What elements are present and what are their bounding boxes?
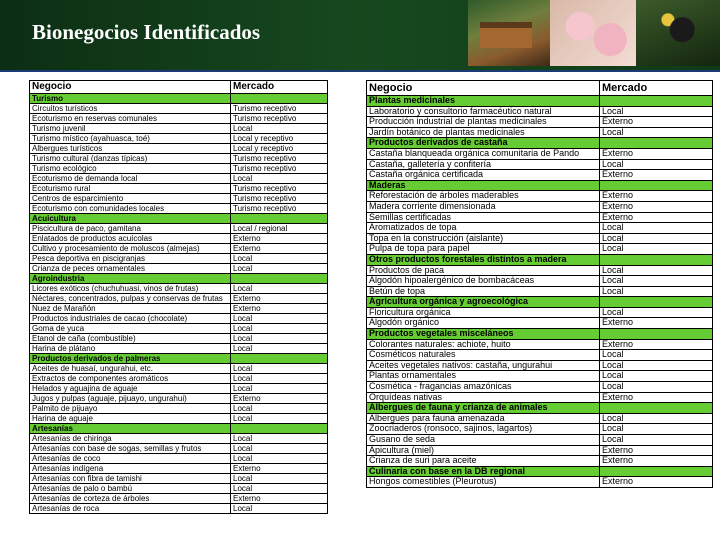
table-row bbox=[30, 244, 328, 254]
mercado-cell: Externo bbox=[231, 234, 328, 244]
negocio-cell: Reforestación de árboles maderables bbox=[367, 191, 600, 202]
negocio-cell: Pulpa de topa para papel bbox=[367, 244, 600, 255]
negocio-cell: Piscicultura de paco, gamitana bbox=[30, 224, 231, 234]
huts-photo bbox=[468, 0, 550, 66]
section-row bbox=[367, 180, 713, 191]
orchid-photo bbox=[550, 0, 636, 66]
mercado-cell: Local bbox=[600, 435, 713, 446]
negocio-cell: Turismo ecológico bbox=[30, 164, 231, 174]
negocio-cell: Hongos comestibles (Pleurotus) bbox=[367, 477, 600, 488]
negocio-cell: Laboratorio y consultorio farmacéutico natural bbox=[367, 106, 600, 117]
mercado-cell: Externo bbox=[600, 170, 713, 181]
mercado-cell: Local bbox=[600, 276, 713, 287]
mercado-cell: Local / regional bbox=[231, 224, 328, 234]
section-row bbox=[30, 354, 328, 364]
mercado-cell: Local bbox=[231, 414, 328, 424]
table-header-row bbox=[367, 81, 713, 96]
table-row bbox=[367, 276, 713, 287]
mercado-cell: Local bbox=[231, 384, 328, 394]
table-row bbox=[30, 264, 328, 274]
negocio-cell: Helados y aguajina de aguaje bbox=[30, 384, 231, 394]
table-row bbox=[30, 284, 328, 294]
mercado-cell: Local bbox=[600, 286, 713, 297]
mercado-cell: Turismo receptivo bbox=[231, 114, 328, 124]
negocio-cell: Albergues turísticos bbox=[30, 144, 231, 154]
negocio-cell: Ecoturismo rural bbox=[30, 184, 231, 194]
mercado-cell: Local bbox=[231, 174, 328, 184]
section-row bbox=[30, 274, 328, 284]
mercado-cell: Local bbox=[231, 264, 328, 274]
table-row bbox=[367, 159, 713, 170]
negocio-cell: Colorantes naturales: achiote, huito bbox=[367, 339, 600, 350]
table-row bbox=[30, 254, 328, 264]
section-row bbox=[367, 466, 713, 477]
table-row bbox=[30, 304, 328, 314]
negocio-cell: Albergues para fauna amenazada bbox=[367, 413, 600, 424]
mercado-cell: Local bbox=[600, 244, 713, 255]
table-row bbox=[367, 212, 713, 223]
negocio-cell: Ecoturismo de demanda local bbox=[30, 174, 231, 184]
section-title: Plantas medicinales bbox=[367, 96, 600, 107]
section-title: Agricultura orgánica y agroecológica bbox=[367, 297, 600, 308]
slide-header bbox=[0, 0, 720, 70]
negocio-cell: Castaña orgánica certificada bbox=[367, 170, 600, 181]
table-row bbox=[30, 294, 328, 304]
mercado-cell: Local bbox=[600, 371, 713, 382]
table-row bbox=[30, 194, 328, 204]
table-row bbox=[30, 154, 328, 164]
table-row bbox=[367, 424, 713, 435]
slide-title: Bionegocios Identificados bbox=[32, 20, 261, 44]
table-row bbox=[367, 318, 713, 329]
mercado-cell: Local bbox=[231, 344, 328, 354]
negocio-cell: Aromatizados de topa bbox=[367, 223, 600, 234]
table-row bbox=[30, 324, 328, 334]
table-row bbox=[30, 114, 328, 124]
table-row bbox=[30, 164, 328, 174]
table-row bbox=[367, 392, 713, 403]
mercado-cell: Local bbox=[600, 360, 713, 371]
negocio-cell: Harina de aguaje bbox=[30, 414, 231, 424]
mercado-cell: Local bbox=[231, 334, 328, 344]
negocio-cell: Turismo cultural (danzas típicas) bbox=[30, 154, 231, 164]
negocio-cell: Castaña blanqueada orgánica comunitaria de Pando bbox=[367, 148, 600, 159]
table-row bbox=[30, 364, 328, 374]
negocio-cell: Ecoturismo en reservas comunales bbox=[30, 114, 231, 124]
mercado-cell: Externo bbox=[600, 456, 713, 467]
mercado-cell: Local bbox=[600, 350, 713, 361]
section-row bbox=[367, 403, 713, 414]
table-row bbox=[367, 307, 713, 318]
mercado-cell: Turismo receptivo bbox=[231, 104, 328, 114]
section-row bbox=[367, 254, 713, 265]
header-mercado: Mercado bbox=[600, 81, 713, 96]
section-title: Productos vegetales misceláneos bbox=[367, 329, 600, 340]
table-row bbox=[367, 382, 713, 393]
section-title: Culinaria con base en la DB regional bbox=[367, 466, 600, 477]
table-row bbox=[367, 170, 713, 181]
table-row bbox=[367, 350, 713, 361]
negocio-cell: Aceites de huasaí, ungurahui, etc. bbox=[30, 364, 231, 374]
header-divider bbox=[0, 70, 720, 72]
mercado-cell: Local bbox=[600, 307, 713, 318]
negocio-cell: Artesanías de coco bbox=[30, 454, 231, 464]
mercado-cell: Externo bbox=[600, 392, 713, 403]
mercado-cell: Local y receptivo bbox=[231, 134, 328, 144]
mercado-cell bbox=[600, 329, 713, 340]
negocio-cell: Algodón hipoalergénico de bombacáceas bbox=[367, 276, 600, 287]
table-row bbox=[30, 224, 328, 234]
negocio-cell: Cosmética - fragancias amazónicas bbox=[367, 382, 600, 393]
table-header-row bbox=[30, 81, 328, 94]
negocio-cell: Artesanías de chiringa bbox=[30, 434, 231, 444]
negocio-cell: Turismo juvenil bbox=[30, 124, 231, 134]
section-title: Acuicultura bbox=[30, 214, 231, 224]
negocio-cell: Palmito de pijuayo bbox=[30, 404, 231, 414]
negocio-cell: Artesanías de palo o bambú bbox=[30, 484, 231, 494]
mercado-cell: Local bbox=[231, 404, 328, 414]
table-row bbox=[367, 339, 713, 350]
table-row bbox=[30, 124, 328, 134]
mercado-cell: Local bbox=[600, 382, 713, 393]
negocio-cell: Madera corriente dimensionada bbox=[367, 201, 600, 212]
negocio-cell: Etanol de caña (combustible) bbox=[30, 334, 231, 344]
mercado-cell bbox=[231, 274, 328, 284]
mercado-cell: Local bbox=[600, 106, 713, 117]
mercado-cell: Local bbox=[231, 484, 328, 494]
mercado-cell: Externo bbox=[231, 304, 328, 314]
table-row bbox=[30, 134, 328, 144]
negocio-cell: Jugos y pulpas (aguaje, pijuayo, ungurahui) bbox=[30, 394, 231, 404]
section-title: Albergues de fauna y crianza de animales bbox=[367, 403, 600, 414]
mercado-cell: Local bbox=[600, 424, 713, 435]
left-business-table bbox=[29, 80, 328, 514]
mercado-cell: Turismo receptivo bbox=[231, 184, 328, 194]
section-row bbox=[30, 214, 328, 224]
table-row bbox=[30, 374, 328, 384]
mercado-cell bbox=[231, 424, 328, 434]
table-row bbox=[367, 148, 713, 159]
negocio-cell: Enlatados de productos acuícolas bbox=[30, 234, 231, 244]
mercado-cell: Local bbox=[231, 454, 328, 464]
mercado-cell: Externo bbox=[231, 394, 328, 404]
mercado-cell: Externo bbox=[600, 201, 713, 212]
table-row bbox=[367, 244, 713, 255]
mercado-cell: Local bbox=[231, 444, 328, 454]
mercado-cell: Local bbox=[231, 364, 328, 374]
negocio-cell: Producción industrial de plantas medicinales bbox=[367, 117, 600, 128]
table-row bbox=[367, 117, 713, 128]
section-title: Turismo bbox=[30, 94, 231, 104]
table-row bbox=[367, 191, 713, 202]
negocio-cell: Floricultura orgánica bbox=[367, 307, 600, 318]
mercado-cell: Local bbox=[231, 314, 328, 324]
negocio-cell: Pesca deportiva en piscigranjas bbox=[30, 254, 231, 264]
table-row bbox=[367, 477, 713, 488]
mercado-cell: Externo bbox=[600, 212, 713, 223]
mercado-cell: Externo bbox=[600, 445, 713, 456]
negocio-cell: Harina de plátano bbox=[30, 344, 231, 354]
header-photo-strip bbox=[468, 0, 720, 66]
mercado-cell: Local bbox=[600, 413, 713, 424]
section-title: Agroindustria bbox=[30, 274, 231, 284]
table-row bbox=[367, 106, 713, 117]
mercado-cell bbox=[231, 94, 328, 104]
table-row bbox=[30, 144, 328, 154]
mercado-cell bbox=[600, 403, 713, 414]
negocio-cell: Plantas ornamentales bbox=[367, 371, 600, 382]
table-row bbox=[367, 127, 713, 138]
table-row bbox=[367, 286, 713, 297]
table-row bbox=[367, 265, 713, 276]
bird-photo bbox=[636, 0, 720, 66]
negocio-cell: Orquídeas nativas bbox=[367, 392, 600, 403]
mercado-cell: Local bbox=[231, 434, 328, 444]
table-row bbox=[367, 456, 713, 467]
negocio-cell: Algodón orgánico bbox=[367, 318, 600, 329]
table-row bbox=[367, 201, 713, 212]
negocio-cell: Licores exóticos (chuchuhuasi, vinos de frutas) bbox=[30, 284, 231, 294]
mercado-cell: Externo bbox=[231, 294, 328, 304]
negocio-cell: Goma de yuca bbox=[30, 324, 231, 334]
negocio-cell: Centros de esparcimiento bbox=[30, 194, 231, 204]
table-row bbox=[367, 435, 713, 446]
mercado-cell bbox=[600, 254, 713, 265]
negocio-cell: Artesanías de corteza de árboles bbox=[30, 494, 231, 504]
table-row bbox=[367, 371, 713, 382]
mercado-cell: Turismo receptivo bbox=[231, 164, 328, 174]
mercado-cell bbox=[600, 180, 713, 191]
mercado-cell bbox=[600, 96, 713, 107]
table-row bbox=[30, 314, 328, 324]
table-row bbox=[30, 334, 328, 344]
negocio-cell: Gusano de seda bbox=[367, 435, 600, 446]
mercado-cell: Externo bbox=[600, 477, 713, 488]
section-row bbox=[367, 138, 713, 149]
negocio-cell: Extractos de componentes aromáticos bbox=[30, 374, 231, 384]
table-row bbox=[30, 204, 328, 214]
mercado-cell: Local bbox=[600, 223, 713, 234]
section-title: Otros productos forestales distintos a madera bbox=[367, 254, 600, 265]
negocio-cell: Artesanías de roca bbox=[30, 504, 231, 514]
mercado-cell: Externo bbox=[231, 464, 328, 474]
table-row bbox=[30, 384, 328, 394]
table-row bbox=[30, 104, 328, 114]
table-row bbox=[30, 414, 328, 424]
mercado-cell: Turismo receptivo bbox=[231, 194, 328, 204]
negocio-cell: Crianza de peces ornamentales bbox=[30, 264, 231, 274]
section-row bbox=[367, 297, 713, 308]
table-row bbox=[367, 233, 713, 244]
negocio-cell: Nuez de Marañón bbox=[30, 304, 231, 314]
header-negocio: Negocio bbox=[367, 81, 600, 96]
mercado-cell: Local bbox=[231, 254, 328, 264]
table-row bbox=[30, 184, 328, 194]
mercado-cell: Local bbox=[231, 504, 328, 514]
section-title: Productos derivados de castaña bbox=[367, 138, 600, 149]
mercado-cell: Local bbox=[231, 374, 328, 384]
negocio-cell: Cultivo y procesamiento de moluscos (almejas) bbox=[30, 244, 231, 254]
table-row bbox=[30, 484, 328, 494]
mercado-cell: Local bbox=[600, 233, 713, 244]
right-business-table bbox=[366, 80, 713, 488]
mercado-cell: Local bbox=[231, 124, 328, 134]
table-row bbox=[367, 360, 713, 371]
negocio-cell: Ecoturismo con comunidades locales bbox=[30, 204, 231, 214]
mercado-cell: Externo bbox=[231, 494, 328, 504]
section-row bbox=[367, 96, 713, 107]
table-row bbox=[30, 444, 328, 454]
negocio-cell: Aceites vegetales nativos: castaña, ungurahui bbox=[367, 360, 600, 371]
negocio-cell: Zoocriaderos (ronsoco, sajinos, lagartos) bbox=[367, 424, 600, 435]
section-title: Maderas bbox=[367, 180, 600, 191]
negocio-cell: Topa en la construcción (aislante) bbox=[367, 233, 600, 244]
section-title: Artesanías bbox=[30, 424, 231, 434]
mercado-cell: Externo bbox=[231, 244, 328, 254]
negocio-cell: Jardín botánico de plantas medicinales bbox=[367, 127, 600, 138]
mercado-cell: Local bbox=[600, 159, 713, 170]
mercado-cell: Externo bbox=[600, 318, 713, 329]
section-row bbox=[30, 94, 328, 104]
table-row bbox=[367, 413, 713, 424]
negocio-cell: Castaña, galletería y confitería bbox=[367, 159, 600, 170]
negocio-cell: Néctares, concentrados, pulpas y conservas de frutas bbox=[30, 294, 231, 304]
negocio-cell: Betún de topa bbox=[367, 286, 600, 297]
mercado-cell: Local bbox=[600, 265, 713, 276]
negocio-cell: Circuitos turísticos bbox=[30, 104, 231, 114]
negocio-cell: Semillas certificadas bbox=[367, 212, 600, 223]
table-row bbox=[30, 234, 328, 244]
mercado-cell bbox=[600, 138, 713, 149]
negocio-cell: Artesanías con fibra de tamishi bbox=[30, 474, 231, 484]
mercado-cell bbox=[231, 214, 328, 224]
negocio-cell: Turismo místico (ayahuasca, toé) bbox=[30, 134, 231, 144]
table-row bbox=[30, 454, 328, 464]
section-title: Productos derivados de palmeras bbox=[30, 354, 231, 364]
table-row bbox=[30, 464, 328, 474]
mercado-cell: Externo bbox=[600, 339, 713, 350]
mercado-cell: Externo bbox=[600, 148, 713, 159]
negocio-cell: Cosméticos naturales bbox=[367, 350, 600, 361]
mercado-cell: Local bbox=[600, 127, 713, 138]
mercado-cell bbox=[231, 354, 328, 364]
header-negocio: Negocio bbox=[30, 81, 231, 94]
negocio-cell: Productos de paca bbox=[367, 265, 600, 276]
table-row bbox=[367, 445, 713, 456]
table-row bbox=[367, 223, 713, 234]
section-row bbox=[367, 329, 713, 340]
mercado-cell bbox=[600, 466, 713, 477]
mercado-cell: Local bbox=[231, 474, 328, 484]
negocio-cell: Artesanías con base de sogas, semillas y frutos bbox=[30, 444, 231, 454]
table-row bbox=[30, 494, 328, 504]
mercado-cell: Local bbox=[231, 284, 328, 294]
mercado-cell: Turismo receptivo bbox=[231, 204, 328, 214]
negocio-cell: Productos industriales de cacao (chocolate) bbox=[30, 314, 231, 324]
table-row bbox=[30, 394, 328, 404]
table-row bbox=[30, 344, 328, 354]
table-row bbox=[30, 434, 328, 444]
negocio-cell: Artesanías indígena bbox=[30, 464, 231, 474]
mercado-cell: Local y receptivo bbox=[231, 144, 328, 154]
mercado-cell: Externo bbox=[600, 117, 713, 128]
section-row bbox=[30, 424, 328, 434]
table-row bbox=[30, 404, 328, 414]
mercado-cell bbox=[600, 297, 713, 308]
mercado-cell: Local bbox=[231, 324, 328, 334]
negocio-cell: Apicultura (miel) bbox=[367, 445, 600, 456]
table-row bbox=[30, 474, 328, 484]
mercado-cell: Turismo receptivo bbox=[231, 154, 328, 164]
mercado-cell: Externo bbox=[600, 191, 713, 202]
header-mercado: Mercado bbox=[231, 81, 328, 94]
negocio-cell: Crianza de suri para aceite bbox=[367, 456, 600, 467]
table-row bbox=[30, 174, 328, 184]
table-row bbox=[30, 504, 328, 514]
